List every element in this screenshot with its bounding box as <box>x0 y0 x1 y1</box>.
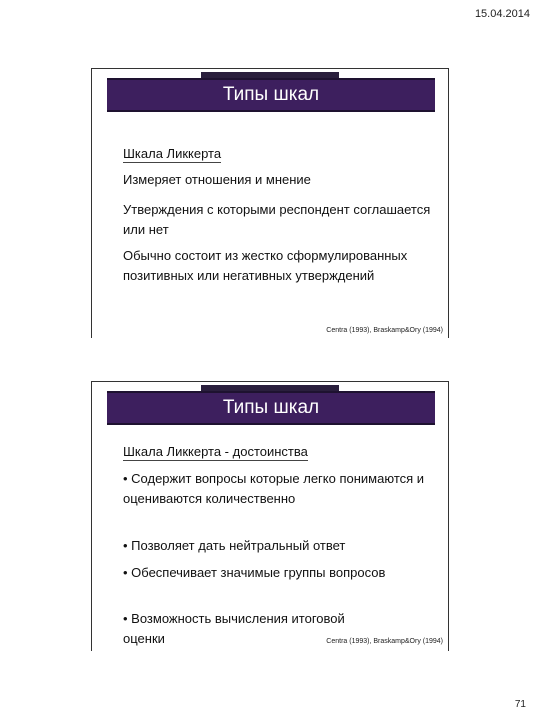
slide-2-border-right <box>448 381 449 651</box>
slide-1-paragraph-2: Утверждения с которыми респондент соглашается или нет <box>123 202 431 237</box>
slide-2-border-left <box>91 381 92 651</box>
slide-1-title: Типы шкал <box>107 78 435 112</box>
header-date: 15.04.2014 <box>474 8 530 20</box>
slide-2-title: Типы шкал <box>107 391 435 425</box>
slide-2-bullet-3: • Обеспечивает значимые группы вопросов <box>123 565 386 580</box>
slide-1-paragraph-1: Измеряет отношения и мнение <box>123 172 311 187</box>
slide-2-citation: Centra (1993), Braskamp&Ory (1994) <box>326 638 443 645</box>
slide-1-border-right <box>448 68 449 338</box>
slide-1-border-left <box>91 68 92 338</box>
slide-2-subtitle: Шкала Ликкерта - достоинства <box>123 444 308 459</box>
slide-1 <box>91 68 449 338</box>
slide-2-bullet-2: • Позволяет дать нейтральный ответ <box>123 538 346 553</box>
slide-1-citation: Centra (1993), Braskamp&Ory (1994) <box>326 327 443 334</box>
slide-1-border-top <box>91 68 449 69</box>
slide-2-border-top <box>91 381 449 382</box>
slide-2-bullet-4: • Возможность вычисления итоговой оценки <box>123 611 345 646</box>
page-number: 71 <box>514 699 526 710</box>
slide-1-paragraph-3: Обычно состоит из жестко сформулированных позитивных или негативных утверждений <box>123 248 408 283</box>
slide-2-bullet-1: • Содержит вопросы которые легко понимаются и оцениваются количественно <box>123 471 425 506</box>
slide-2 <box>91 381 449 651</box>
slide-1-subtitle: Шкала Ликкерта <box>123 146 222 161</box>
